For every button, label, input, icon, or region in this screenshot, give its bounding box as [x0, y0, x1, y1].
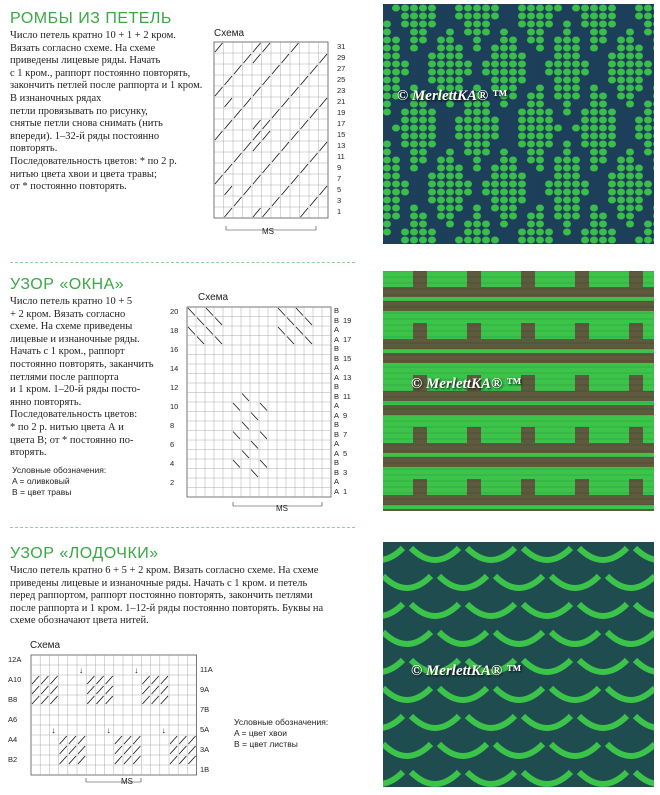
- section2-left-number: 16: [170, 345, 179, 354]
- section2-right-number: 7: [343, 429, 348, 439]
- section3-chart: [30, 654, 198, 792]
- section2-chart: [186, 306, 334, 518]
- svg-text:↓: ↓: [161, 726, 166, 735]
- section3-right-label: 5A: [200, 725, 210, 734]
- section2-schema-title: Схема: [198, 292, 229, 303]
- section1-row-number: 5: [337, 185, 342, 194]
- section2-color-letter: A: [334, 334, 340, 344]
- section2-left-number: 20: [170, 307, 179, 316]
- section2-left-number: 14: [170, 364, 179, 373]
- section3-left-label: A4: [8, 735, 18, 744]
- section2-color-letter: B: [334, 382, 340, 391]
- section2-color-letter: A: [334, 448, 340, 458]
- svg-text:↓: ↓: [51, 726, 56, 735]
- section2-color-letter: A: [334, 486, 340, 496]
- section3-title: УЗОР «ЛОДОЧКИ»: [10, 545, 159, 562]
- section3-schema-title: Схема: [30, 640, 61, 651]
- svg-text:↓: ↓: [106, 726, 111, 735]
- section1-row-number: 7: [337, 174, 342, 183]
- section1-row-number: 19: [337, 108, 346, 117]
- section2-left-number: 12: [170, 383, 179, 392]
- section1-row-number: 23: [337, 86, 346, 95]
- section1-row-number: 31: [337, 42, 346, 51]
- section1-row-number: 17: [337, 119, 346, 128]
- section2-right-number: 5: [343, 448, 348, 458]
- section1-schema-title: Схема: [214, 28, 245, 39]
- section3-left-label: 12A: [8, 655, 22, 664]
- section2-color-letter: A: [334, 410, 340, 420]
- section1-row-number: 21: [337, 97, 346, 106]
- section2-color-letter: B: [334, 429, 340, 439]
- section3-left-label: B8: [8, 695, 18, 704]
- section2-color-letter: A: [334, 325, 340, 334]
- section2-left-number: 2: [170, 478, 175, 487]
- section2-photo: [383, 271, 654, 511]
- section1-chart: [212, 40, 337, 242]
- section2-ms-label: MS: [276, 504, 288, 513]
- svg-text:↓: ↓: [79, 666, 83, 675]
- section2-color-letter: A: [334, 401, 340, 410]
- divider-2: [10, 527, 355, 528]
- section2-color-letter: B: [334, 467, 340, 477]
- section3-text: Число петель кратно 6 + 5 + 2 кром. Вязать согласно схеме. На схеме приведены лицевые и изнаночные ряды. Начать с 1 кром. и петель перед раппортом, раппорт постоянно повторять, закончить петлями после раппорта и 1 кром. 1–12-й ряды постоянно повторять. Буквы на схеме обозначают цвета нитей.: [10, 565, 324, 627]
- section2-left-number: 4: [170, 459, 175, 468]
- section2-left-number: 6: [170, 440, 175, 449]
- section2-title: УЗОР «ОКНА»: [10, 276, 125, 293]
- section3-right-label: 7B: [200, 705, 210, 714]
- section2-color-letter: B: [334, 420, 340, 429]
- section2-color-letter: A: [334, 363, 340, 372]
- section1-title: РОМБЫ ИЗ ПЕТЕЛЬ: [10, 10, 172, 27]
- section2-right-number: 17: [343, 334, 352, 344]
- section2-left-number: 10: [170, 402, 179, 411]
- divider-1: [10, 262, 355, 263]
- section3-right-label: 3A: [200, 745, 210, 754]
- section1-row-number: 13: [337, 141, 346, 150]
- section1-row-number: 3: [337, 196, 342, 205]
- section1-row-number: 9: [337, 163, 342, 172]
- section2-right-number: 19: [343, 315, 352, 325]
- section2-right-number: 9: [343, 410, 348, 420]
- section2-right-number: 11: [343, 391, 351, 401]
- section3-left-label: A10: [8, 675, 22, 684]
- section3-ms-label: MS: [121, 777, 133, 786]
- section2-color-letter: B: [334, 315, 340, 325]
- section2-legend: Условные обозначения: A = оливковый B = цвет травы: [12, 465, 107, 497]
- section3-left-label: A6: [8, 715, 18, 724]
- section3-legend: Условные обозначения: A = цвет хвои B = цвет листвы: [234, 717, 329, 749]
- svg-text:↓: ↓: [134, 666, 139, 675]
- section1-row-number: 27: [337, 64, 346, 73]
- section3-right-label: 1B: [200, 765, 210, 774]
- section3-right-label: 9A: [200, 685, 210, 694]
- section2-text: Число петель кратно 10 + 5 + 2 кром. Вязать согласно схеме. На схеме приведены лицевые и изнаночные ряды. Начать с 1 кром., раппорт постоянно повторять, заканчить петлями после раппорта и 1 кром. 1–20-й ряды посто- янно повторять. Последовательность цветов: * по 2 р. нитью цвета А и цвета В; от * постоянно по- вторять.: [10, 296, 154, 459]
- section1-text: Число петель кратно 10 + 1 + 2 кром. Вязать согласно схеме. На схеме приведены лицевые ряды. Начать с 1 кром., раппорт постоянно повторять, закончить петлей после раппорта и 1 кром. В изнаночных рядах петли провязывать по рисунку, снятые петли снова снимать (нить впереди). 1–32-й ряды постоянно повторять. Последовательность цветов: * по 2 р. нитью цвета хвои и цвета травы; от * постоянно повторять.: [10, 30, 203, 193]
- section1-row-number: 29: [337, 53, 346, 62]
- section1-watermark: © MerlettKA® ™: [397, 88, 507, 104]
- section2-color-letter: B: [334, 391, 340, 401]
- section2-color-letter: B: [334, 353, 340, 363]
- section2-right-number: 13: [343, 372, 352, 382]
- section2-right-number: 15: [343, 353, 352, 363]
- section1-row-number: 1: [337, 207, 342, 216]
- section1-photo: [383, 4, 654, 244]
- section3-right-label: 11A: [200, 665, 213, 674]
- section2-color-letter: B: [334, 344, 340, 353]
- section1-row-number: 25: [337, 75, 346, 84]
- section2-color-letter: B: [334, 458, 340, 467]
- section2-watermark: © MerlettKA® ™: [411, 376, 521, 392]
- section2-right-number: 1: [343, 486, 348, 496]
- section1-row-number: 11: [337, 152, 345, 161]
- section2-left-number: 8: [170, 421, 175, 430]
- section2-color-letter: A: [334, 372, 340, 382]
- section2-color-letter: B: [334, 306, 340, 315]
- section3-watermark: © MerlettKA® ™: [411, 663, 521, 679]
- section3-photo: [383, 542, 654, 787]
- section1-row-number: 15: [337, 130, 346, 139]
- section3-left-label: B2: [8, 755, 18, 764]
- section2-left-number: 18: [170, 326, 179, 335]
- section2-right-number: 3: [343, 467, 348, 477]
- section1-ms-label: MS: [262, 227, 274, 236]
- section2-color-letter: A: [334, 477, 340, 486]
- section2-color-letter: A: [334, 439, 340, 448]
